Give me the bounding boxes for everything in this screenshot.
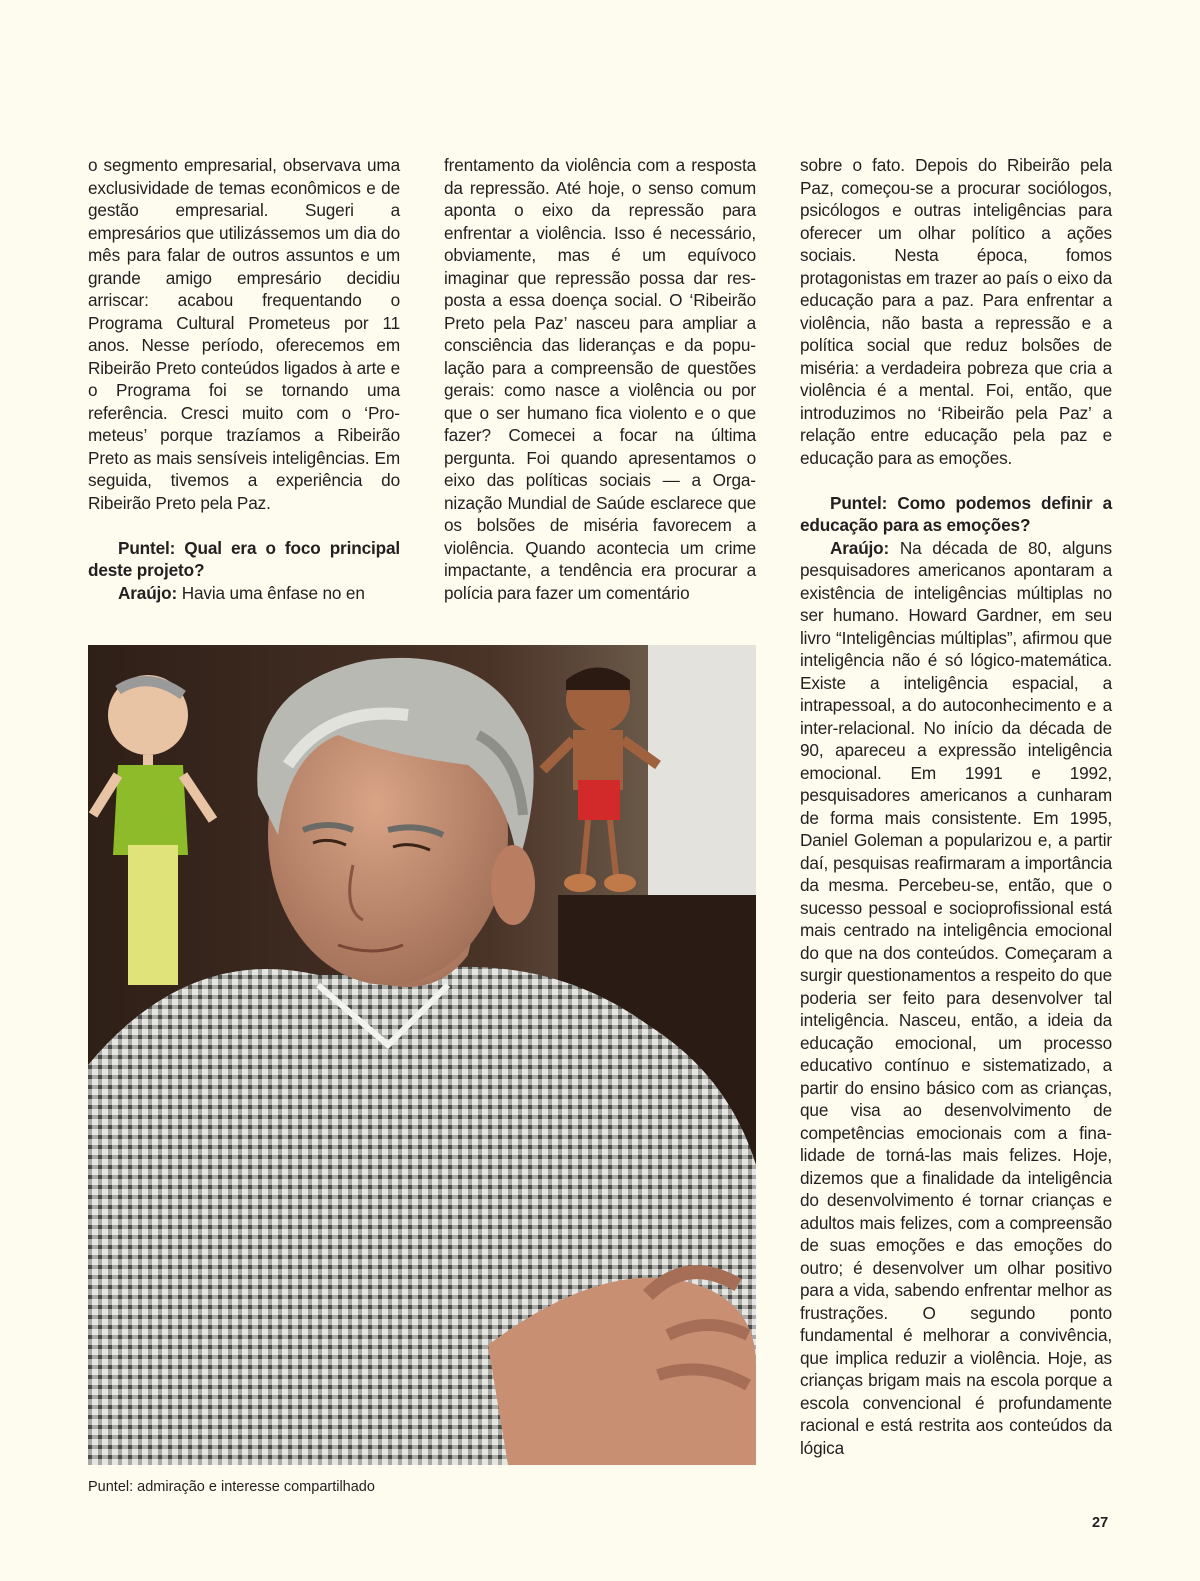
interview-question: Puntel: Qual era o foco principal deste projeto?	[88, 537, 400, 580]
answer-text: Havia uma ênfase no en	[177, 582, 365, 603]
text-column-3	[800, 154, 1112, 1459]
interview-photo	[88, 645, 756, 1465]
text-column-1	[88, 154, 400, 604]
text-column-2	[444, 154, 756, 604]
speaker-label: Araújo:	[118, 582, 178, 603]
interview-question: Puntel: Como podemos definir a educação para as emoções?	[800, 492, 1112, 535]
interview-answer	[88, 582, 400, 605]
paragraph: frentamento da violência com a resposta da repressão. Até hoje, o senso comum aponta o eixo da repressão para enfrentar a violência. Isso é necessário, obviamente, mas é um equívoco imaginar que repressão possa dar resposta a essa doença social. O ‘Ribeirão Preto pela Paz’ nasceu para ampliar a consciência das lideranças e da população para a compreensão de questões gerais: como nasce a violência ou por que o ser humano fica violento e o que fazer? Comecei a focar na última pergunta. Foi quando apresentamos o eixo das políticas sociais — a Organização Mundial de Saúde esclarece que os bolsões de miséria favorecem a violência. Quando acontecia um crime impactante, a tendência era procurar a polícia para fazer um comentário	[444, 155, 756, 603]
interview-answer	[800, 537, 1112, 1460]
paragraph: o segmento empresarial, observava uma exclusividade de temas econômicos e de gestão empresarial. Sugeri a empresários que utilizássemos um dia do mês para falar de outros assuntos e um grande amigo empresário decidiu arriscar: acabou frequentando o Programa Cultural Prometeus por 11 anos. Nesse período, oferecemos em Ribeirão Preto conteúdos ligados à arte e o Programa foi se tornando uma referência. Cresci muito com o ‘Prometeus’ porque trazíamos a Ribeirão Preto as mais sensíveis inteligências. Em seguida, tivemos a experiência do Ribeirão Preto pela Paz.	[88, 155, 400, 513]
page-number: 27	[1092, 1515, 1109, 1531]
speaker-label: Araújo:	[830, 537, 890, 558]
answer-text: Na década de 80, alguns pesquisadores americanos apontaram a existência de inteligências múltiplas no ser humano. Howard Gardner, em seu livro “Inteligências múltiplas”, afirmou que inteligência não é só lógico-matemática. Existe a inteligência espacial, a intrapessoal, a do autoconhecimento e a inter-relacional. No início da década de 90, apareceu a expressão inteligência emocional. Em 1991 e 1992, pesquisadores americanos a cunharam de forma mais consistente. Em 1995, Daniel Goleman a popularizou e, a partir daí, pesquisas reafirmaram a importância da mesma. Percebeu-se, então, que o sucesso pessoal e socioprofissional está mais centrado na inteligência emocional do que na dos conteúdos. Começaram a surgir questionamentos a respeito do que poderia ser feito para desenvolver tal inteligência. Nasceu, então, a ideia da educação emocional, um processo educativo contínuo e sistematizado, a partir do ensino básico com as crianças, que visa ao desenvolvimento de competências emocionais com a finalidade de torná-las mais felizes. Hoje, dizemos que a finalidade da inteligência do desenvolvimento é tornar crianças e adultos mais felizes, com a compreensão de suas emoções e das emoções do outro; é desenvolver um olhar positivo para a vida, sabendo enfrentar melhor as frustrações. O segundo ponto fundamental é melhorar a convivência, que implica reduzir a violência. Hoje, as crianças brigam mais na escola porque a escola convencional é profundamente racional e está restrita aos conteúdos da lógica	[800, 537, 1112, 1458]
paragraph: sobre o fato. Depois do Ribeirão pela Paz, começou-se a procurar sociólogos, psicólogos e outras inteligências para oferecer um olhar político a ações sociais. Nesta época, fomos protagonistas em trazer ao país o eixo da educação para a paz. Para enfrentar a violência, não basta a repressão e a política social que reduz bolsões de miséria: a verdadeira pobreza que cria a violência é a mental. Foi, então, que introduzimos no ‘Ribeirão pela Paz’ a relação entre educação pela paz e educação para as emoções.	[800, 155, 1112, 468]
photo-caption: Puntel: admiração e interesse compartilhado	[88, 1479, 375, 1495]
